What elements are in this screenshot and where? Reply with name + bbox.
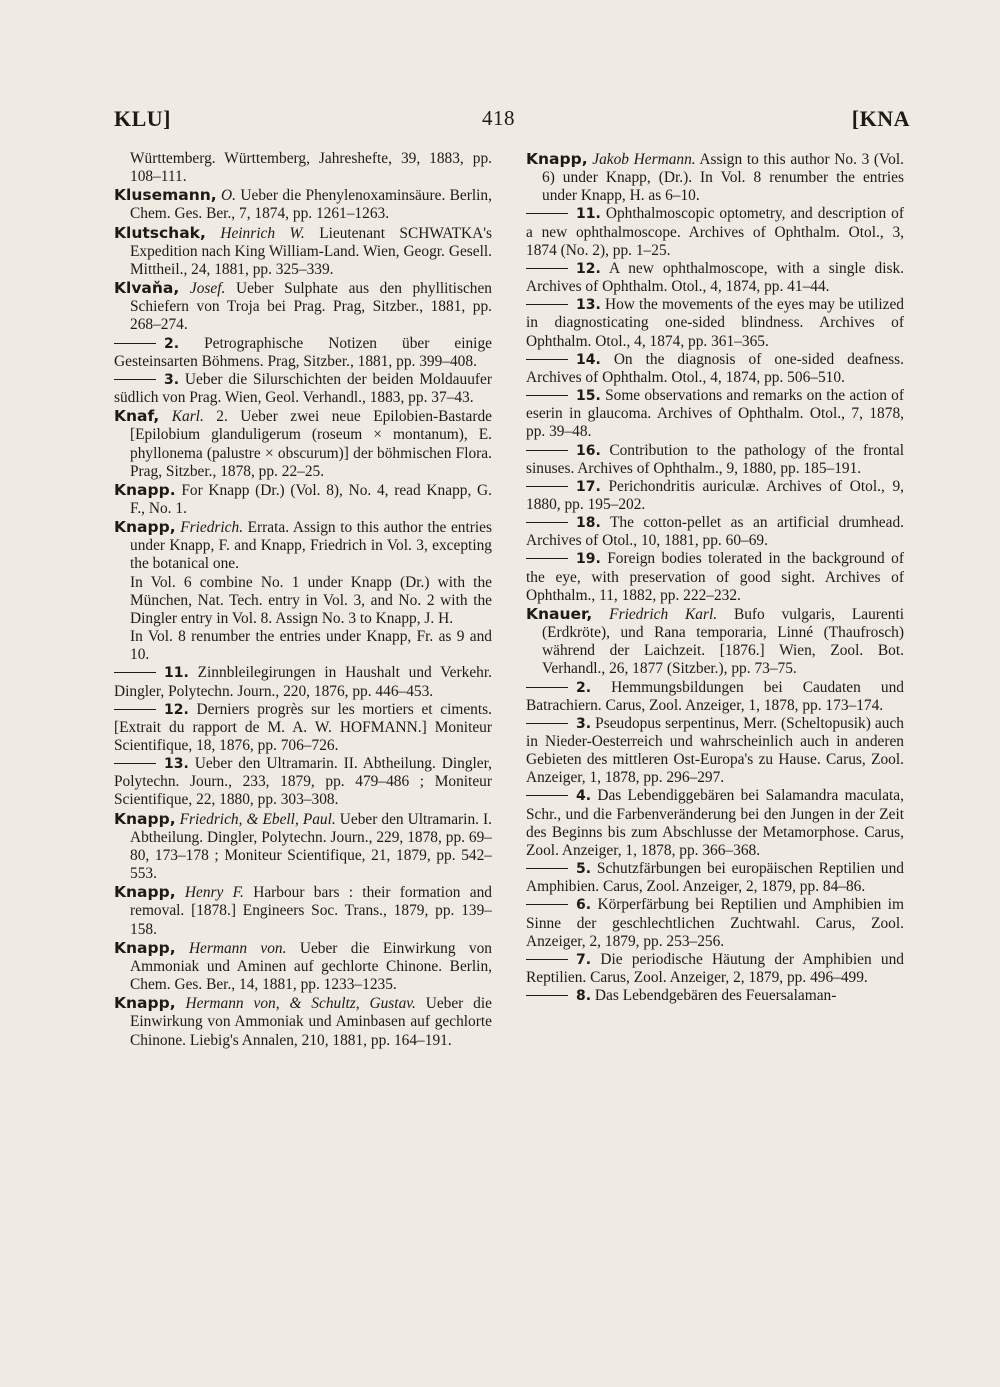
ditto-rule <box>526 304 568 305</box>
ditto-rule <box>526 959 568 960</box>
entry-text: On the diagnosis of one-sided deafness. Archives of Ophthalm. Otol., 4, 1874, pp. 506–510. <box>526 350 904 386</box>
entry-text: Hemmungsbildungen bei Caudaten und Batrachiern. Carus, Zool. Anzeiger, 1, 1878, pp. 173–174. <box>526 678 904 714</box>
ditto-rule <box>114 672 156 673</box>
numbered-subentry <box>526 387 904 441</box>
entry-number: 16. <box>576 442 601 459</box>
numbered-subentry <box>526 351 904 387</box>
ditto-rule <box>526 995 568 996</box>
numbered-subentry <box>114 701 492 755</box>
entry-text: Die periodische Häutung der Amphibien und Reptilien. Carus, Zool. Anzeiger, 2, 1879, pp. 496–499. <box>526 950 904 987</box>
ditto-rule <box>526 904 568 905</box>
entry-text: Lieutenant SCHWATKA's Expedition nach King William-Land. Wien, Geogr. Gesell. Mittheil., 24, 1881, pp. 325–339. <box>130 224 492 278</box>
entry-text: Derniers progrès sur les mortiers et ciments. [Extrait du rapport de M. A. W. HOFMANN.] Moniteur Scientifique, 18, 1876, pp. 706–726. <box>114 700 492 754</box>
entry-number: 2. <box>164 335 180 352</box>
entry-text: Bufo vulgaris, Laurenti (Erdkröte), und Rana temporaria, Linné (Thaufrosch) während der Laichzeit. [1876.] Wien, Zool. Bot. Verhandl., 26, 1877 (Sitzber.), pp. 73–75. <box>542 605 904 678</box>
author-given-name: Hermann von, & Schultz, Gustav. <box>185 995 416 1013</box>
entry-text: Ueber die Silurschichten der beiden Moldauufer südlich von Prag. Wien, Geol. Verhandl., 1883, pp. 37–43. <box>114 370 492 407</box>
continuation-text: In Vol. 8 renumber the entries under Knapp, Fr. as 9 and 10. <box>130 628 492 664</box>
entry-text: Ophthalmoscopic optometry, and description of a new ophthalmoscope. Archives of Ophthalm. Otol., 3, 1874 (No. 2), pp. 1–25. <box>526 205 904 259</box>
numbered-subentry <box>114 335 492 371</box>
catalogue-entry <box>114 810 492 884</box>
ditto-rule <box>526 359 568 360</box>
numbered-subentry <box>526 442 904 478</box>
entry-text: Errata. Assign to this author the entries under Knapp, F. and Knapp, Friedrich in Vol. 3, excepting the botanical one. <box>130 519 492 573</box>
entry-text: Körperfärbung bei Reptilien und Amphibien im Sinne der geschlechtlichen Zuchtwahl. Carus, Zool. Anzeiger, 2, 1879, pp. 253–256. <box>526 896 904 950</box>
entry-number: 8. <box>576 988 592 1005</box>
ditto-rule <box>526 213 568 214</box>
entry-text: Ueber Sulphate aus den phyllitischen Schiefern von Troja bei Prag. Prag, Sitzber., 1881, pp. 268–274. <box>130 280 492 334</box>
author-given-name: O. <box>221 187 237 205</box>
numbered-subentry <box>526 787 904 860</box>
ditto-rule <box>526 486 568 487</box>
page-number: 418 <box>482 106 515 130</box>
ditto-rule <box>114 763 156 764</box>
author-name: Knapp, <box>526 150 588 168</box>
entry-number: 13. <box>164 756 189 773</box>
catalogue-entry <box>114 994 492 1049</box>
entry-number: 12. <box>164 701 189 718</box>
entry-number: 4. <box>576 788 592 805</box>
entry-text: Assign to this author No. 3 (Vol. 6) under Knapp, (Dr.). In Vol. 8 renumber the entries under Knapp, H. as 6–10. <box>542 151 904 205</box>
running-head-left: KLU] <box>114 106 171 131</box>
catalogue-entry <box>114 186 492 223</box>
entry-number: 18. <box>576 515 601 532</box>
author-given-name: Heinrich W. <box>220 224 305 242</box>
author-name: Knapp, <box>114 938 176 957</box>
numbered-subentry <box>526 260 904 296</box>
numbered-subentry <box>526 896 904 950</box>
entry-text: Zinnbleilegirungen in Haushalt und Verkehr. Dingler, Polytechn. Journ., 220, 1876, pp. 446–453. <box>114 664 492 700</box>
author-given-name: Josef. <box>189 280 226 298</box>
continuation-text: In Vol. 6 combine No. 1 under Knapp (Dr.) with the München, Nat. Tech. entry in Vol. 3, and No. 2 with the Dingler entry in Vol. 8. Assign No. 3 to Knapp, J. H. <box>130 573 492 627</box>
numbered-subentry <box>526 951 904 987</box>
author-name: Knaf, <box>114 407 160 426</box>
ditto-rule <box>526 558 568 559</box>
entry-text: Ueber die Phenylenoxaminsäure. Berlin, Chem. Ges. Ber., 7, 1874, pp. 1261–1263. <box>130 187 492 223</box>
author-name: Klusemann, <box>114 186 217 205</box>
ditto-rule <box>114 709 156 710</box>
catalogue-entry <box>114 518 492 573</box>
entry-number: 2. <box>576 679 592 696</box>
author-name: Knapp, <box>114 809 176 828</box>
entry-text: The cotton-pellet as an artificial drumhead. Archives of Otol., 10, 1881, pp. 60–69. <box>526 514 904 550</box>
entry-text: 2. Ueber zwei neue Epilobien-Bastarde [Epilobium glanduligerum (roseum × montanum), E. phyllonema (palustre × obscurum)] der böhmischen Flora. Prag, Sitzber., 1878, pp. 22–25. <box>130 408 493 480</box>
ditto-rule <box>526 450 568 451</box>
author-name: Knapp. <box>114 480 176 499</box>
catalogue-entry <box>114 224 492 279</box>
catalogue-entry <box>526 150 904 205</box>
entry-number: 14. <box>576 351 601 368</box>
author-given-name: Jakob Hermann. <box>592 151 696 168</box>
ditto-rule <box>526 268 568 269</box>
right-column <box>526 150 904 1005</box>
ditto-rule <box>526 522 568 523</box>
entry-text: Ueber die Einwirkung von Ammoniak und Aminen auf gechlorte Chinone. Berlin, Chem. Ges. Ber., 14, 1881, pp. 1233–1235. <box>130 939 492 994</box>
entry-text: Ueber die Einwirkung von Ammoniak und Aminbasen auf gechlorte Chinone. Liebig's Annalen, 210, 1881, pp. 164–191. <box>130 995 492 1049</box>
entry-number: 7. <box>576 951 592 968</box>
numbered-subentry <box>526 679 904 715</box>
author-given-name: Friedrich Karl. <box>609 605 718 623</box>
entry-number: 12. <box>576 260 601 277</box>
entry-text: Petrographische Notizen über einige Gesteinsarten Böhmens. Prag, Sitzber., 1881, pp. 399–408. <box>114 334 492 370</box>
author-name: Knapp, <box>114 883 176 902</box>
ditto-rule <box>526 687 568 688</box>
author-name: Klutschak, <box>114 223 206 242</box>
author-given-name: Friedrich. <box>180 519 244 537</box>
entry-text: Some observations and remarks on the action of eserin in glaucoma. Archives of Ophthalm. Otol., 7, 1878, pp. 39–48. <box>526 387 904 441</box>
entry-number: 5. <box>576 861 592 878</box>
running-head-right: [KNA <box>851 106 910 131</box>
entry-number: 11. <box>164 665 189 682</box>
continuation-text: Württemberg. Württemberg, Jahreshefte, 39, 1883, pp. 108–111. <box>130 150 492 186</box>
numbered-subentry <box>114 755 492 809</box>
numbered-subentry <box>526 715 904 788</box>
author-name: Knapp, <box>114 518 176 537</box>
author-given-name: Henry F. <box>184 884 244 902</box>
author-name: Klvaňa, <box>114 279 180 298</box>
author-given-name: Karl. <box>171 408 204 426</box>
ditto-rule <box>526 395 568 396</box>
numbered-subentry <box>114 664 492 700</box>
entry-text: Perichondritis auriculæ. Archives of Otol., 9, 1880, pp. 195–202. <box>526 477 904 513</box>
numbered-subentry <box>526 514 904 550</box>
catalogue-entry <box>526 605 904 679</box>
ditto-rule <box>526 868 568 869</box>
entry-number: 3. <box>576 715 592 732</box>
ditto-rule <box>526 723 568 724</box>
left-column <box>114 150 492 1050</box>
catalogue-entry <box>114 407 492 481</box>
entry-text: Das Lebendgebären des Feuersalaman- <box>594 987 837 1005</box>
author-name: Knauer, <box>526 604 593 623</box>
entry-number: 17. <box>576 478 601 495</box>
entry-text: Ueber den Ultramarin. I. Abtheilung. Dingler, Polytechn. Journ., 229, 1878, pp. 69–80, 173–178 ; Moniteur Scientifique, 21, 1879, pp. 542–553. <box>130 810 492 883</box>
numbered-subentry <box>526 550 904 604</box>
numbered-subentry <box>526 860 904 896</box>
entry-number: 3. <box>164 371 180 388</box>
numbered-subentry <box>526 478 904 514</box>
entry-text: A new ophthalmoscope, with a single disk. Archives of Ophthalm. Otol., 4, 1874, pp. 41–44. <box>526 259 904 296</box>
entry-text: Schutzfärbungen bei europäischen Reptilien und Amphibien. Carus, Zool. Anzeiger, 2, 1879, pp. 84–86. <box>526 860 905 896</box>
entry-number: 13. <box>576 297 601 314</box>
author-given-name: Hermann von. <box>188 939 287 957</box>
ditto-rule <box>526 795 568 796</box>
entry-number: 6. <box>576 897 592 914</box>
catalogue-entry <box>114 883 492 938</box>
entry-text: Pseudopus serpentinus, Merr. (Scheltopusik) auch in Nieder-Oesterreich und wahrscheinlich auch in anderen Gebieten des mittleren Ost-Europa's zu Hause. Carus, Zool. Anzeiger, 1, 1878, pp. 296–297. <box>526 714 904 787</box>
entry-text: How the movements of the eyes may be utilized in diagnosticating one-sided blindness. Archives of Ophthalm. Otol., 4, 1874, pp. 361–365. <box>526 296 904 350</box>
catalogue-entry <box>114 939 492 994</box>
entry-text: Foreign bodies tolerated in the background of the eye, with preservation of good sight. Archives of Ophthalm., 11, 1882, pp. 222–232. <box>526 550 904 604</box>
author-name: Knapp, <box>114 994 176 1013</box>
entry-number: 19. <box>576 551 601 568</box>
numbered-subentry <box>526 987 904 1005</box>
entry-number: 15. <box>576 388 601 405</box>
entry-text: Ueber den Ultramarin. II. Abtheilung. Dingler, Polytechn. Journ., 233, 1879, pp. 479–486 ; Moniteur Scientifique, 22, 1880, pp. 303–308. <box>114 755 492 809</box>
ditto-rule <box>114 379 156 380</box>
entry-text: Harbour bars : their formation and removal. [1878.] Engineers Soc. Trans., 1879, pp. 139–158. <box>130 884 492 938</box>
numbered-subentry <box>114 371 492 407</box>
ditto-rule <box>114 343 156 344</box>
catalogue-entry <box>114 481 492 518</box>
author-given-name: Friedrich, & Ebell, Paul. <box>179 810 336 828</box>
entry-text: For Knapp (Dr.) (Vol. 8), No. 4, read Knapp, G. F., No. 1. <box>130 481 492 517</box>
numbered-subentry <box>526 296 904 350</box>
entry-text: Das Lebendiggebären bei Salamandra maculata, Schr., und die Farbenveränderung bei den Jungen in der Zeit des Beginns bis zum Abschlusse der Metamorphose. Carus, Zool. Anzeiger, 1, 1878, pp. 366–368. <box>526 787 904 859</box>
catalogue-entry <box>114 279 492 334</box>
entry-number: 11. <box>576 206 601 223</box>
numbered-subentry <box>526 205 904 259</box>
entry-text: Contribution to the pathology of the frontal sinuses. Archives of Ophthalm., 9, 1880, pp. 185–191. <box>526 441 904 477</box>
